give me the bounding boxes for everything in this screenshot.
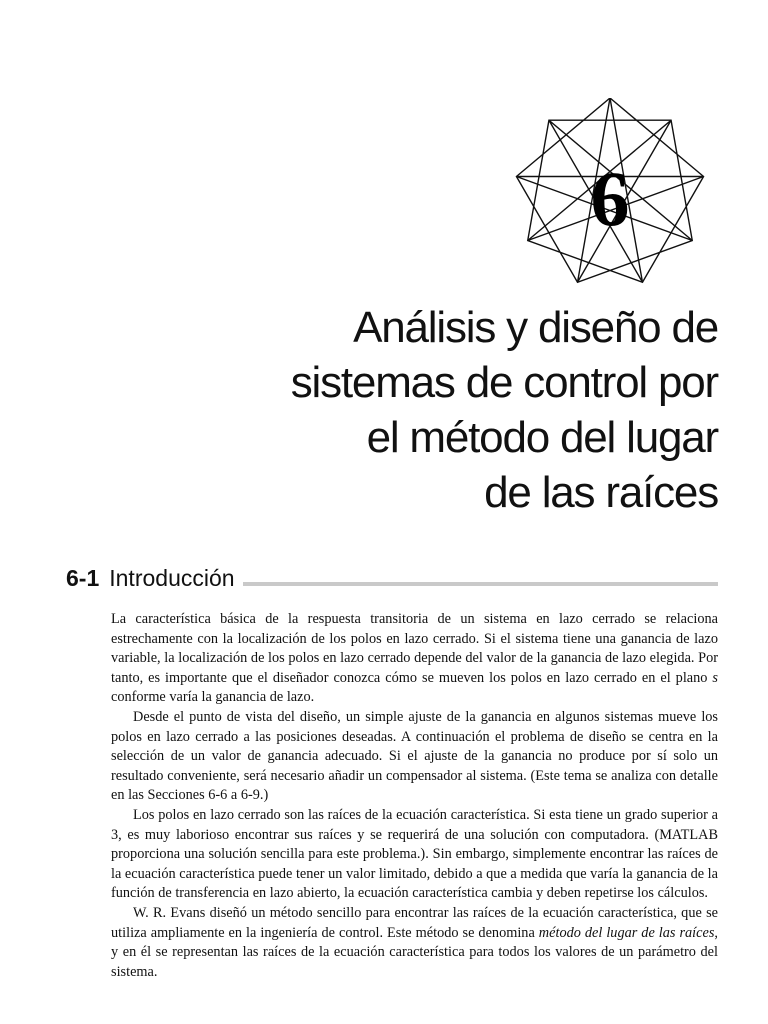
chapter-number: 6 [590,155,630,242]
paragraph-text: Los polos en lazo cerrado son las raíces de la ecuación característica. Si esta tiene un grado superior a 3, es muy laborioso encontrar sus raíces y se requerirá de una solución con computadora. (MATLAB proporciona una solución sencilla para este problema.). Sin embargo, simplemente encontrar las raíces de la ecuación característica puede tener un valor limitado, debido a que a medida que varía la ganancia de la función de transferencia en lazo abierto, la ecuación característica cambia y deben repetirse los cálculos. [111,806,718,902]
section-rule [243,582,718,586]
chapter-title [158,300,718,520]
section-title: Introducción [109,565,235,591]
section-number: 6-1 [66,565,100,591]
chapter-title-line: sistemas de control por [290,358,718,407]
paragraph [111,806,718,904]
chapter-star-emblem [500,98,720,288]
paragraph-text: W. R. Evans diseñó un método sencillo para encontrar las raíces de la ecuación característica, que se utiliza ampliamente en la ingeniería de control. Este método se denomina [111,904,718,941]
chapter-title-line: Análisis y diseño de [353,303,718,352]
paragraph [111,708,718,806]
section-heading [66,558,718,592]
chapter-title-line: el método del lugar [366,413,718,462]
chapter-title-line: de las raíces [484,468,718,517]
paragraph [111,904,718,982]
italic-term: método del lugar de las raíces [538,924,715,941]
italic-term: s [712,669,718,686]
paragraph-text: Desde el punto de vista del diseño, un simple ajuste de la ganancia en algunos sistemas mueve los polos en lazo cerrado a las posiciones deseadas. A continuación el problema de diseño se centra en la selección de un valor de ganancia adecuado. Si el ajuste de la ganancia no produce por sí solo un resultado conveniente, será necesario añadir un compensador al sistema. (Este tema se analiza con detalle en las Secciones 6-6 a 6-9.) [111,708,718,804]
paragraph-text: conforme varía la ganancia de lazo. [111,689,315,706]
paragraph-text: , y en él se representan las raíces de la ecuación característica para todos los valores de un parámetro del sistema. [111,924,718,980]
body-text [111,610,718,982]
paragraph [111,610,718,708]
paragraph-text: La característica básica de la respuesta transitoria de un sistema en lazo cerrado se relaciona estrechamente con la localización de los polos en lazo cerrado. Si el sistema tiene una ganancia de lazo variable, la localización de los polos en lazo cerrado depende del valor de la ganancia de lazo elegida. Por tanto, es importante que el diseñador conozca cómo se mueven los polos en lazo cerrado en el plano [111,611,718,686]
